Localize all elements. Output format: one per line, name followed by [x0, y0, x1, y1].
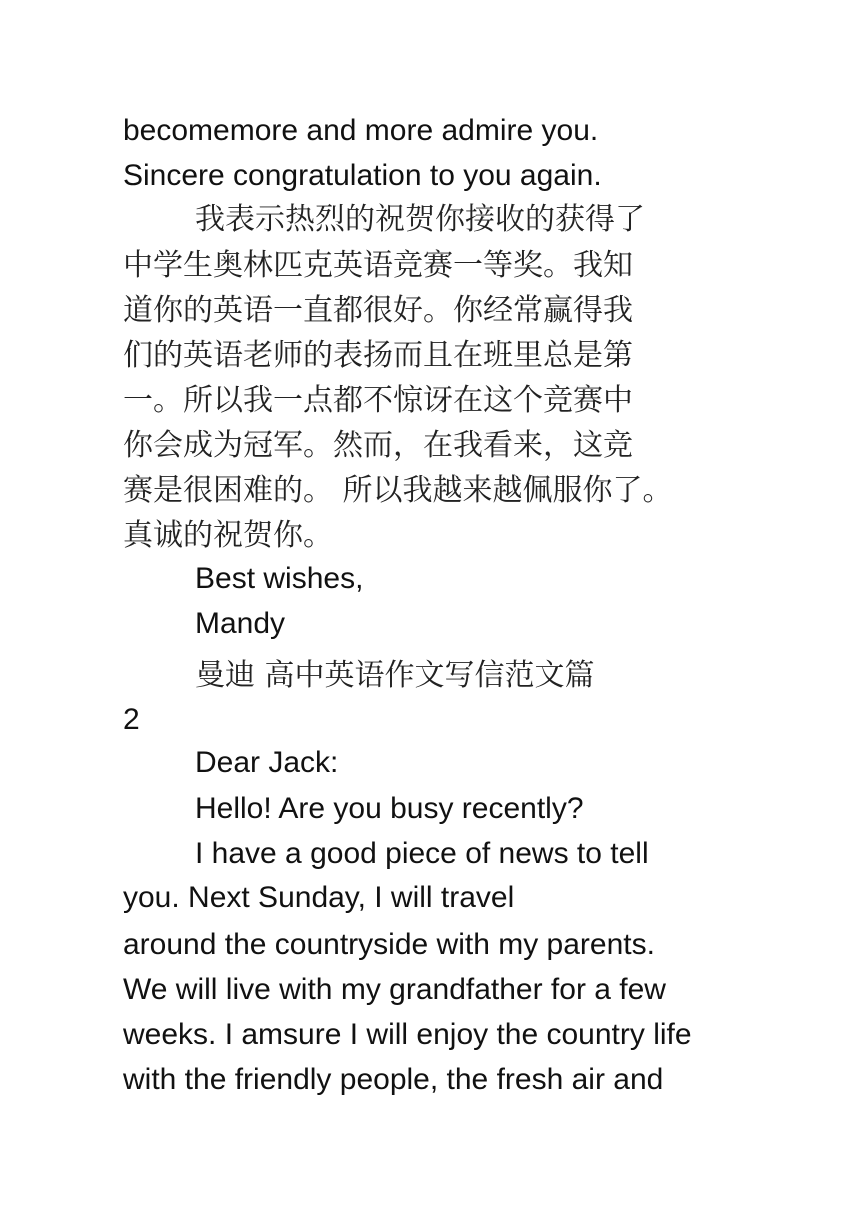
chinese-text-line: 们的英语老师的表扬而且在班里总是第 — [123, 338, 633, 373]
chinese-text-line: 中学生奥林匹克英语竞赛一等奖。我知 — [123, 248, 633, 283]
signature-line: Mandy — [195, 607, 286, 640]
chinese-text-line: 道你的英语一直都很好。你经常赢得我 — [123, 293, 633, 328]
section-heading: 曼迪 高中英语作文写信范文篇 — [195, 658, 595, 693]
chinese-text-line: 赛是很困难的。 所以我越来越佩服你了。 — [123, 473, 673, 508]
closing-line: Best wishes, — [195, 562, 364, 595]
chinese-text-line: 一。所以我一点都不惊讶在这个竞赛中 — [123, 383, 633, 418]
chinese-text-line: 真诚的祝贺你。 — [123, 518, 333, 553]
text-line: Sincere congratulation to you again. — [123, 159, 602, 192]
chinese-text-line: 你会成为冠军。然而，在我看来，这竞 — [123, 428, 633, 463]
opening-line: Hello! Are you busy recently? — [195, 792, 584, 825]
text-line: becomemore and more admire you. — [123, 114, 599, 147]
chinese-text-line: 我表示热烈的祝贺你接收的获得了 — [195, 202, 645, 237]
section-number: 2 — [123, 703, 140, 736]
body-text-line: with the friendly people, the fresh air and — [123, 1063, 664, 1096]
body-text-line: I have a good piece of news to tell — [195, 837, 649, 870]
body-text-line: you. Next Sunday, I will travel — [123, 881, 515, 914]
body-text-line: around the countryside with my parents. — [123, 928, 655, 961]
greeting-line: Dear Jack: — [195, 746, 339, 779]
body-text-line: weeks. I amsure I will enjoy the country life — [123, 1018, 692, 1051]
body-text-line: We will live with my grandfather for a few — [123, 973, 666, 1006]
